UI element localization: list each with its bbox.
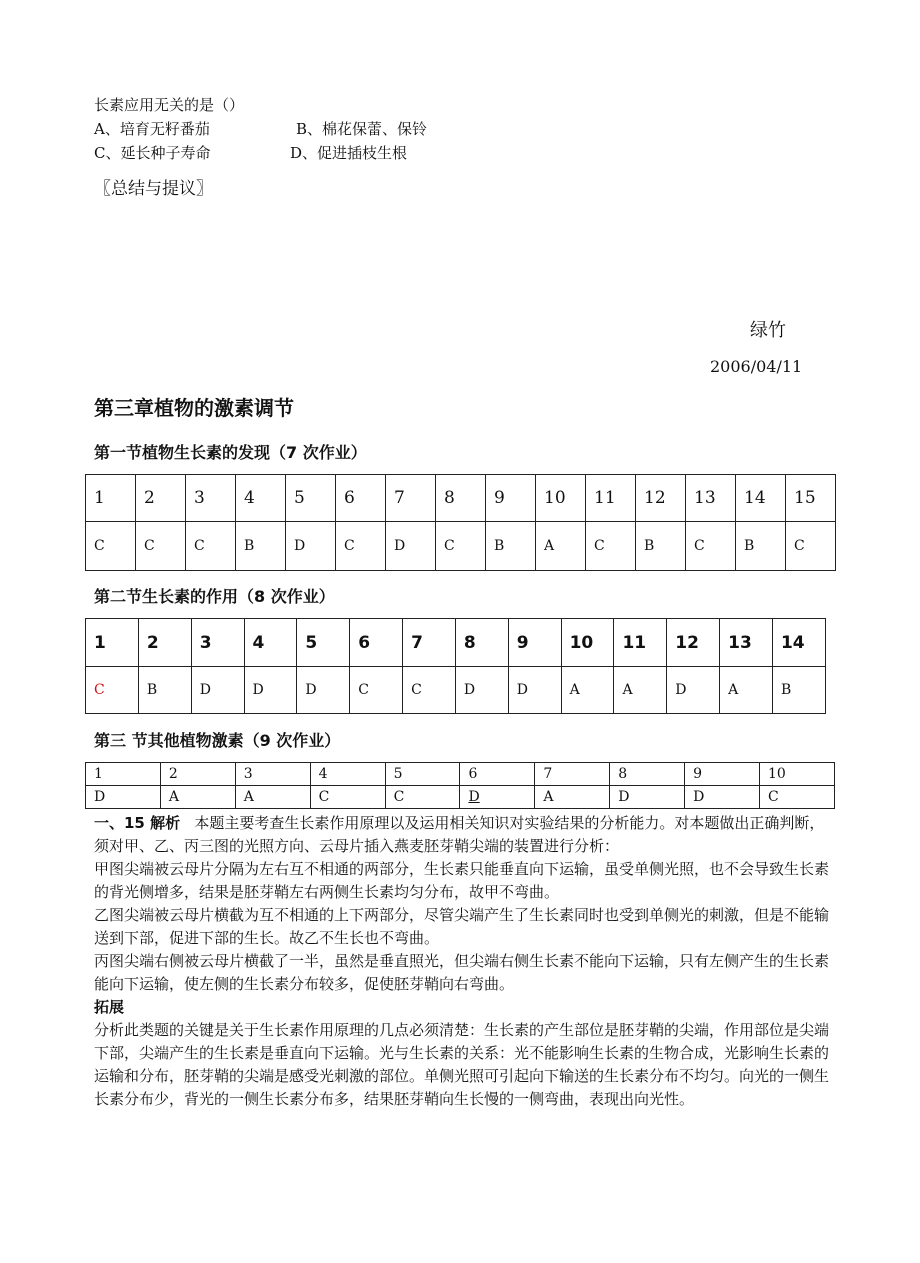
analysis-block: [94, 812, 834, 1111]
option-c: C、延长种子寿命: [94, 144, 211, 162]
option-b: B、棉花保蕾、保铃: [296, 120, 428, 138]
summary-heading: 〖总结与提议〗: [94, 179, 213, 199]
question-number-cell: 1: [86, 475, 136, 522]
analysis-paragraph-4: 丙图尖端右侧被云母片横截了一半，虽然是垂直照光，但尖端右侧生长素不能向下运输，只有左侧产生的生长素能向下运输，使左侧的生长素分布较多，促使胚芽鞘向右弯曲。: [94, 952, 830, 993]
answer-cell: C: [686, 522, 736, 571]
answer-cell: A: [614, 667, 667, 714]
answer-cell: D: [86, 786, 161, 809]
section2-answer-table: [85, 618, 826, 714]
question-number-cell: 4: [236, 475, 286, 522]
answer-cell: C: [86, 522, 136, 571]
author-date: 2006/04/11: [710, 357, 803, 376]
question-number-cell: 6: [336, 475, 386, 522]
answer-cell: A: [561, 667, 614, 714]
question-number-cell: 3: [186, 475, 236, 522]
question-number-cell: 10: [536, 475, 586, 522]
section1-answer-table: [85, 474, 836, 571]
question-number-cell: 11: [614, 619, 667, 667]
answer-cell: D: [297, 667, 350, 714]
question-number-cell: 8: [436, 475, 486, 522]
question-number-cell: 11: [586, 475, 636, 522]
table-row: [86, 786, 835, 809]
question-number-cell: 3: [235, 763, 310, 786]
section3-answer-table: [85, 762, 835, 809]
answer-cell: B: [236, 522, 286, 571]
question-number-cell: 14: [772, 619, 825, 667]
question-number-cell: 1: [86, 763, 161, 786]
question-number-cell: 8: [455, 619, 508, 667]
answer-cell: D: [460, 786, 535, 809]
answer-cell: C: [436, 522, 486, 571]
answer-cell: B: [772, 667, 825, 714]
question-number-cell: 6: [460, 763, 535, 786]
table-row: [86, 475, 836, 522]
author-name: 绿竹: [750, 320, 786, 341]
answer-cell: C: [186, 522, 236, 571]
question-number-cell: 10: [760, 763, 835, 786]
question-number-cell: 13: [720, 619, 773, 667]
question-number-cell: 4: [244, 619, 297, 667]
question-number-cell: 5: [385, 763, 460, 786]
analysis-paragraph-1: [94, 812, 834, 858]
answer-cell: B: [138, 667, 191, 714]
answer-cell: D: [244, 667, 297, 714]
question-number-cell: 6: [350, 619, 403, 667]
answer-cell: D: [286, 522, 336, 571]
question-number-cell: 4: [310, 763, 385, 786]
answer-cell: D: [386, 522, 436, 571]
question-number-cell: 2: [138, 619, 191, 667]
table-row: [86, 619, 826, 667]
answer-cell: C: [786, 522, 836, 571]
answer-cell: A: [160, 786, 235, 809]
question-stem: 长素应用无关的是（）: [94, 96, 245, 114]
question-number-cell: 7: [535, 763, 610, 786]
answer-cell: D: [610, 786, 685, 809]
answer-cell: C: [586, 522, 636, 571]
answer-cell: C: [86, 667, 139, 714]
answer-cell: B: [736, 522, 786, 571]
table-row: [86, 763, 835, 786]
answer-cell: C: [136, 522, 186, 571]
answer-cell: D: [191, 667, 244, 714]
analysis-text-1: 本题主要考查生长素作用原理以及运用相关知识对实验结果的分析能力。对本题做出正确判断，须对甲、乙、丙三图的光照方向、云母片插入燕麦胚芽鞘尖端的装置进行分析：: [94, 814, 825, 855]
question-number-cell: 5: [286, 475, 336, 522]
question-number-cell: 9: [486, 475, 536, 522]
question-number-cell: 12: [636, 475, 686, 522]
answer-cell: B: [486, 522, 536, 571]
answer-cell: C: [403, 667, 456, 714]
analysis-paragraph-3: 乙图尖端被云母片横截为互不相通的上下两部分，尽管尖端产生了生长素同时也受到单侧光的刺激，但是不能输送到下部，促进下部的生长。故乙不生长也不弯曲。: [94, 906, 830, 947]
question-number-cell: 14: [736, 475, 786, 522]
question-number-cell: 7: [386, 475, 436, 522]
question-number-cell: 12: [667, 619, 720, 667]
answer-cell: C: [760, 786, 835, 809]
question-number-cell: 8: [610, 763, 685, 786]
question-number-cell: 10: [561, 619, 614, 667]
question-number-cell: 9: [508, 619, 561, 667]
answer-cell: D: [455, 667, 508, 714]
answer-cell: C: [336, 522, 386, 571]
answer-cell: D: [508, 667, 561, 714]
analysis-lead: 一、15 解析: [94, 814, 181, 832]
question-number-cell: 2: [136, 475, 186, 522]
question-number-cell: 13: [686, 475, 736, 522]
question-number-cell: 5: [297, 619, 350, 667]
chapter-title: 第三章植物的激素调节: [94, 396, 294, 420]
answer-cell: C: [310, 786, 385, 809]
option-d: D、促进插枝生根: [290, 144, 408, 162]
extension-heading: 拓展: [94, 998, 125, 1016]
table-row: [86, 522, 836, 571]
table-row: [86, 667, 826, 714]
question-number-cell: 1: [86, 619, 139, 667]
answer-cell: A: [720, 667, 773, 714]
question-number-cell: 2: [160, 763, 235, 786]
question-number-cell: 9: [685, 763, 760, 786]
answer-cell: C: [350, 667, 403, 714]
option-a: A、培育无籽番茄: [94, 120, 210, 138]
answer-cell: D: [667, 667, 720, 714]
section1-title: 第一节植物生长素的发现（7 次作业）: [94, 443, 367, 462]
extension-paragraph: 分析此类题的关键是关于生长素作用原理的几点必须清楚：生长素的产生部位是胚芽鞘的尖端，作用部位是尖端下部，尖端产生的生长素是垂直向下运输。光与生长素的关系：光不能影响生长素的生物合成，光影响生长素的运输和分布，胚芽鞘的尖端是感受光刺激的部位。单侧光照可引起向下输送的生长素分布不均匀。向光的一侧生长素分布少，背光的一侧生长素分布多，结果胚芽鞘向生长慢的一侧弯曲，表现出向光性。: [94, 1021, 830, 1108]
answer-cell: A: [235, 786, 310, 809]
question-number-cell: 3: [191, 619, 244, 667]
answer-cell: B: [636, 522, 686, 571]
answer-cell: A: [535, 786, 610, 809]
analysis-paragraph-2: 甲图尖端被云母片分隔为左右互不相通的两部分，生长素只能垂直向下运输，虽受单侧光照，也不会导致生长素的背光侧增多，结果是胚芽鞘左右两侧生长素均匀分布，故甲不弯曲。: [94, 860, 830, 901]
question-number-cell: 15: [786, 475, 836, 522]
section2-title: 第二节生长素的作用（8 次作业）: [94, 587, 335, 606]
question-number-cell: 7: [403, 619, 456, 667]
answer-cell: C: [385, 786, 460, 809]
section3-title: 第三 节其他植物激素（9 次作业）: [94, 731, 341, 750]
answer-cell: A: [536, 522, 586, 571]
answer-cell: D: [685, 786, 760, 809]
